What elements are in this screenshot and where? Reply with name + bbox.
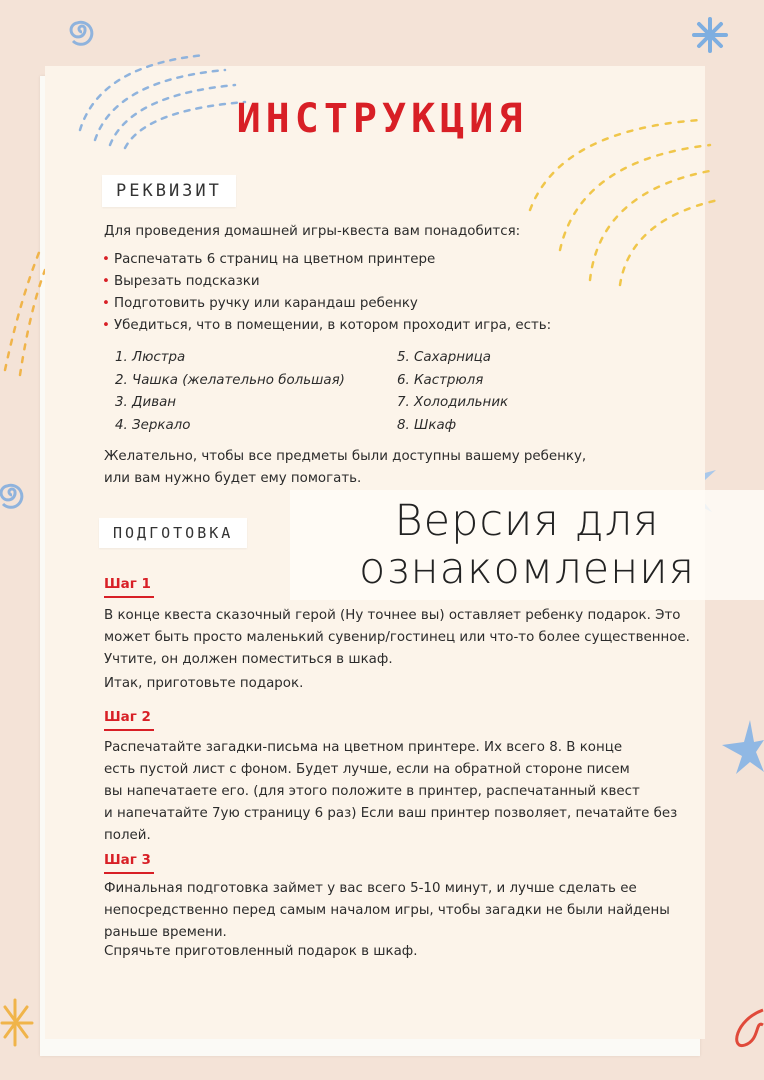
list-item: 3. Диван <box>115 395 177 410</box>
text-line: раньше времени. <box>104 925 227 940</box>
step-1-text <box>104 605 704 671</box>
watermark-line: ознакомления <box>358 544 696 594</box>
bullet-item: • Убедиться, что в помещении, в котором проходит игра, есть: <box>104 315 551 337</box>
step-2-text <box>104 737 677 847</box>
star-icon <box>0 995 35 1050</box>
text-line: В конце квеста сказочный герой (Ну точнее вы) оставляет ребенку подарок. Это <box>104 608 681 623</box>
list-item: 2. Чашка (желательно большая) <box>115 372 345 388</box>
list-item: 8. Шкаф <box>397 417 457 433</box>
text-line: вы напечатаете его. (для этого положите в принтер, распечатанный квест <box>104 784 640 799</box>
step-1-extra: Итак, приготовьте подарок. <box>104 676 304 691</box>
swirl-icon <box>725 1000 764 1060</box>
step-3-extra: Спрячьте приготовленный подарок в шкаф. <box>104 944 418 959</box>
step-3-label: Шаг 3 <box>104 852 154 874</box>
star-icon <box>720 715 764 785</box>
step-2-label: Шаг 2 <box>104 709 154 731</box>
props-bullet-list <box>104 249 551 337</box>
items-list-left <box>115 347 345 437</box>
text-line: непосредственно перед самым началом игры, чтобы загадки не были найдены <box>104 903 670 918</box>
section-heading-props: РЕКВИЗИТ <box>102 175 236 207</box>
spiral-icon <box>0 475 30 515</box>
text-line: и напечатайте 7ую страницу 6 раз) Если ваш принтер позволяет, печатайте без <box>104 806 678 821</box>
items-list-right <box>397 347 508 437</box>
section-heading-prep: ПОДГОТОВКА <box>99 518 247 548</box>
bullet-item: • Вырезать подсказки <box>104 271 551 293</box>
list-item: 6. Кастрюля <box>397 372 484 388</box>
star-icon <box>690 15 730 55</box>
bullet-item: • Подготовить ручку или карандаш ребенку <box>104 293 551 315</box>
text-line: Финальная подготовка займет у вас всего 5-10 минут, и лучше сделать ее <box>104 881 637 896</box>
text-line: полей. <box>104 828 151 843</box>
step-3-text <box>104 878 670 944</box>
note-line: Желательно, чтобы все предметы были доступны вашему ребенку, <box>104 449 587 464</box>
step-1-label: Шаг 1 <box>104 576 154 598</box>
text-line: может быть просто маленький сувенир/гостинец или что-то более существенное. <box>104 630 690 645</box>
list-item: 4. Зеркало <box>115 417 191 433</box>
watermark-line: Версия для <box>394 496 660 546</box>
list-item: 7. Холодильник <box>397 395 509 410</box>
dash-pattern <box>0 240 45 380</box>
text-line: Учтите, он должен поместиться в шкаф. <box>104 652 393 667</box>
text-line: есть пустой лист с фоном. Будет лучше, если на обратной стороне писем <box>104 762 630 777</box>
page-title: ИНСТРУКЦИЯ <box>236 96 528 142</box>
note-line: или вам нужно будет ему помогать. <box>104 471 362 486</box>
list-item: 1. Люстра <box>115 350 186 365</box>
props-intro: Для проведения домашней игры-квеста вам понадобится: <box>104 224 521 239</box>
props-note <box>104 446 586 490</box>
text-line: Распечатайте загадки-письма на цветном принтере. Их всего 8. В конце <box>104 740 623 755</box>
watermark-text <box>290 497 764 593</box>
bullet-item: • Распечатать 6 страниц на цветном принтере <box>104 249 551 271</box>
spiral-icon <box>62 12 102 52</box>
list-item: 5. Сахарница <box>397 350 491 365</box>
